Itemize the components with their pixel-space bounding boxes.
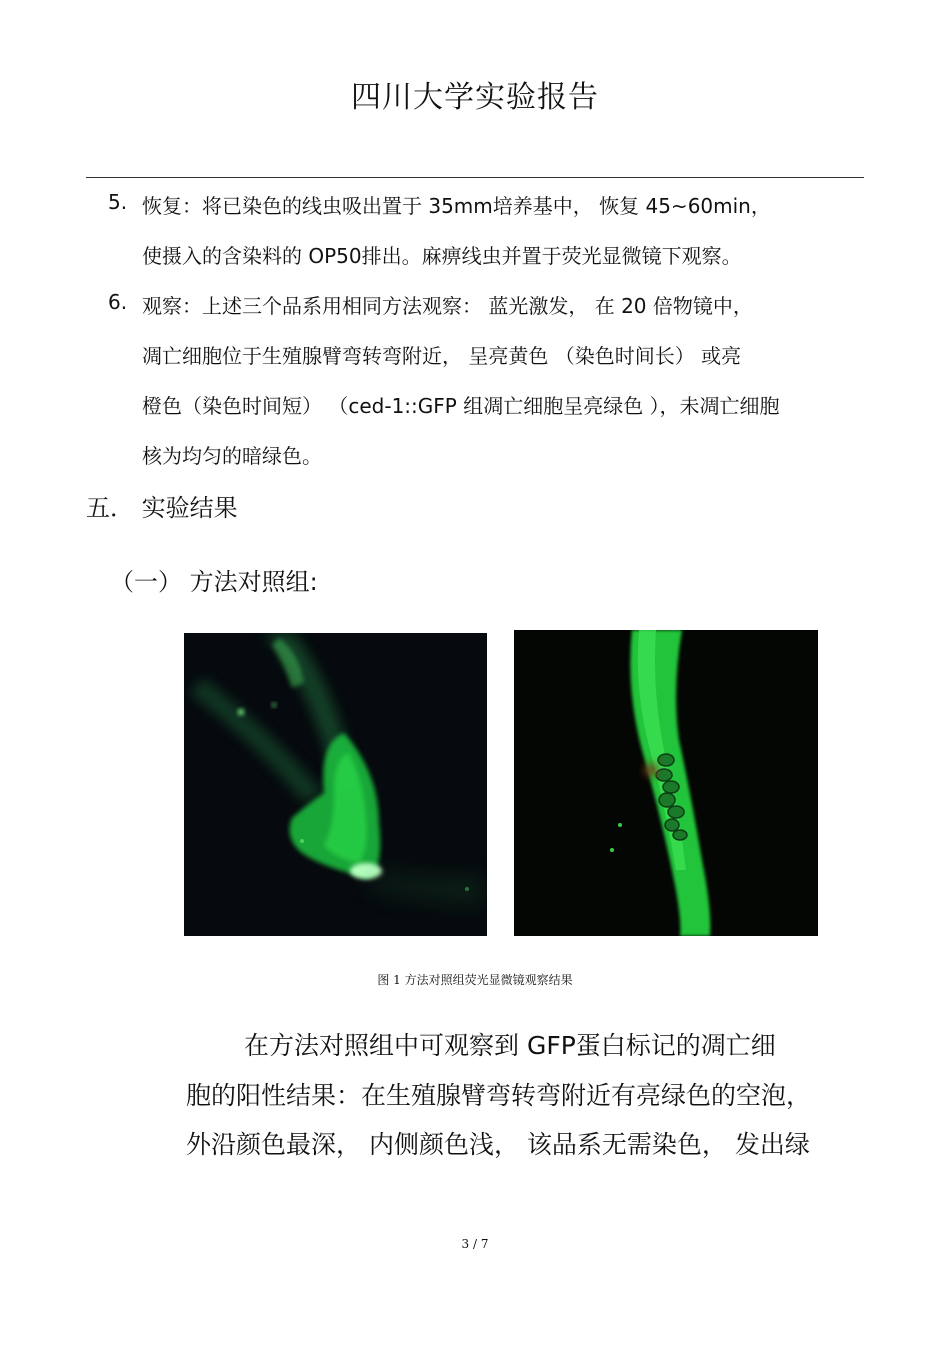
paragraph-line: 胞的阳性结果：在生殖腺臂弯转弯附近有亮绿色的空泡， bbox=[186, 1081, 812, 1110]
header-rule bbox=[86, 177, 864, 178]
page-number: 3 / 7 bbox=[461, 1237, 489, 1251]
micrograph-right-image bbox=[514, 630, 818, 936]
step-number: 6. bbox=[108, 290, 128, 314]
micrograph-left-image bbox=[184, 633, 487, 936]
micrograph-right bbox=[514, 630, 818, 936]
step-number: 5. bbox=[108, 190, 128, 214]
micrograph-left bbox=[184, 633, 487, 936]
step-line: 橙色（染色时间短） （ced-1::GFP 组凋亡细胞呈亮绿色 ），未凋亡细胞 bbox=[142, 394, 780, 418]
figure-caption: 图 1 方法对照组荧光显微镜观察结果 bbox=[377, 973, 573, 987]
step-line: 核为均匀的暗绿色。 bbox=[142, 444, 322, 468]
paragraph-line: 在方法对照组中可观察到 GFP蛋白标记的凋亡细 bbox=[244, 1031, 776, 1060]
step-line: 观察：上述三个品系用相同方法观察： 蓝光激发， 在 20 倍物镜中， bbox=[142, 294, 753, 318]
step-line: 凋亡细胞位于生殖腺臂弯转弯附近， 呈亮黄色 （染色时间长） 或亮 bbox=[142, 344, 742, 368]
page-header: 四川大学实验报告 bbox=[351, 80, 599, 115]
subsection-heading: （一） 方法对照组: bbox=[110, 568, 318, 596]
step-line: 恢复：将已染色的线虫吸出置于 35mm培养基中， 恢复 45~60min， bbox=[142, 194, 771, 218]
step-line: 使摄入的含染料的 OP50排出。麻痹线虫并置于荧光显微镜下观察。 bbox=[142, 244, 742, 268]
paragraph-line: 外沿颜色最深， 内侧颜色浅， 该品系无需染色， 发出绿 bbox=[186, 1130, 810, 1159]
section-heading: 五． 实验结果 bbox=[86, 494, 238, 522]
